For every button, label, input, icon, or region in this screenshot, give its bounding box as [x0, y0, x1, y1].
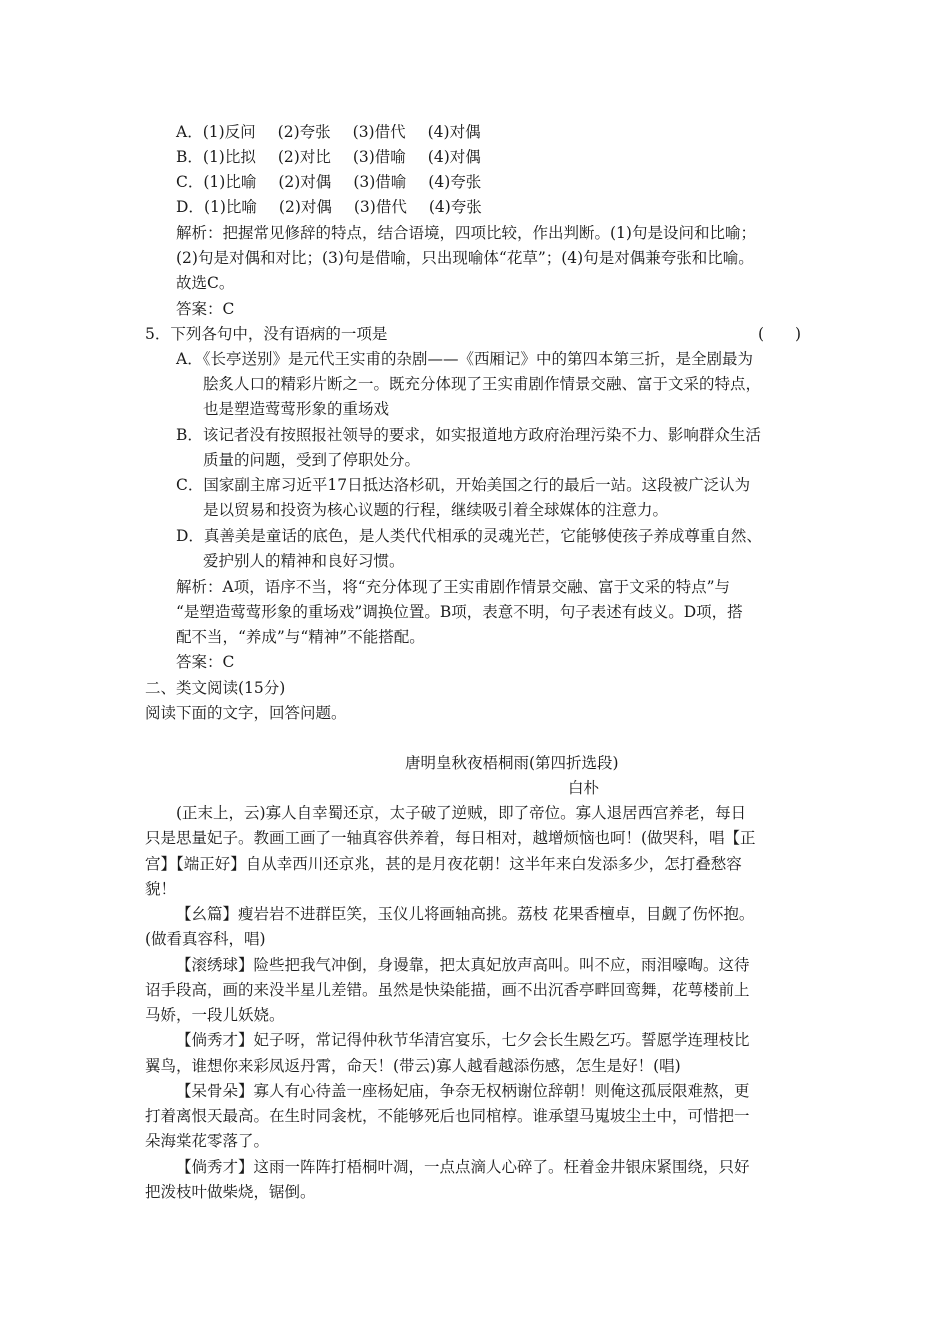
q4-analysis-line: (2)句是对偶和对比；(3)句是借喻，只出现喻体“花草”；(4)句是对偶兼夸张和比喻。: [176, 249, 754, 267]
q5-option-a-line: 也是塑造莺莺形象的重场戏: [203, 400, 390, 418]
q4-option-b: B．(1)比拟 (2)对比 (3)借喻 (4)对偶: [176, 148, 481, 166]
q5-answer: 答案：C: [176, 653, 235, 671]
q5-option-b-line: B．该记者没有按照报社领导的要求，如实报道地方政府治理污染不力、影响群众生活: [176, 426, 761, 444]
q4-option-a: A．(1)反问 (2)夸张 (3)借代 (4)对偶: [176, 123, 481, 141]
q5-analysis-line: 解析：A项，语序不当，将“充分体现了王实甫剧作情景交融、富于文采的特点”与: [176, 578, 731, 596]
passage-line: 宫】【端正好】自从幸西川还京兆，甚的是月夜花朝！这半年来白发添多少，怎打叠愁容: [145, 855, 742, 873]
passage-line: 打着离恨天最高。在生时同衾枕，不能够死后也同棺椁。谁承望马嵬坡尘土中，可惜把一: [145, 1107, 750, 1125]
passage-line: 【滚绣球】险些把我气冲倒，身谩靠，把太真妃放声高叫。叫不应，雨泪嚎啕。这待: [176, 956, 750, 974]
q4-option-d: D．(1)比喻 (2)对偶 (3)借代 (4)夸张: [176, 198, 482, 216]
q5-stem: 5．下列各句中，没有语病的一项是: [145, 325, 388, 343]
passage-line: 只是思量妃子。教画工画了一轴真容供养着，每日相对，越增烦恼也呵！(做哭科，唱【正: [145, 829, 756, 847]
section-heading: 二、类文阅读(15分): [145, 679, 286, 697]
passage-line: 朵海棠花零落了。: [145, 1132, 270, 1150]
q5-option-a-line: 脍炙人口的精彩片断之一。既充分体现了王实甫剧作情景交融、富于文采的特点，: [203, 375, 762, 393]
passage-line: 【幺篇】瘦岩岩不进群臣笑，玉仪儿将画轴高挑。荔枝 花果香檀卓，目觑了伤怀抱。: [176, 905, 755, 923]
q5-option-c-line: 是以贸易和投资为核心议题的行程，继续吸引着全球媒体的注意力。: [203, 501, 669, 519]
q5-analysis-line: 配不当，“养成”与“精神”不能搭配。: [176, 628, 425, 646]
passage-line: 翼鸟，谁想你来彩凤返丹霄，命天！(带云)寡人越看越添伤感，怎生是好！(唱): [145, 1057, 681, 1075]
passage-line: (正末上，云)寡人自幸蜀还京，太子破了逆贼，即了帝位。寡人退居西宫养老，每日: [176, 804, 747, 822]
q4-option-c: C．(1)比喻 (2)对偶 (3)借喻 (4)夸张: [176, 173, 482, 191]
passage-line: 【倘秀才】这雨一阵阵打梧桐叶凋，一点点滴人心碎了。枉着金井银床紧围绕，只好: [176, 1158, 750, 1176]
q5-option-c-line: C．国家副主席习近平17日抵达洛杉矶，开始美国之行的最后一站。这段被广泛认为: [176, 476, 751, 494]
passage-line: (做看真容科，唱): [145, 930, 266, 948]
passage-author: 白朴: [568, 779, 600, 797]
passage-line: 马娇，一段儿妖娆。: [145, 1006, 285, 1024]
q5-option-b-line: 质量的问题，受到了停职处分。: [203, 451, 421, 469]
section-instruction: 阅读下面的文字，回答问题。: [145, 704, 347, 722]
passage-line: 【倘秀才】妃子呀，常记得仲秋节华清宫宴乐，七夕会长生殿乞巧。誓愿学连理枝比: [176, 1031, 750, 1049]
q4-answer: 答案：C: [176, 300, 235, 318]
q5-option-a-line: A．《长亭送别》是元代王实甫的杂剧——《西厢记》中的第四本第三折，是全剧最为: [176, 350, 753, 368]
q5-option-d-line: D．真善美是童话的底色，是人类代代相承的灵魂光芒，它能够使孩子养成尊重自然、: [176, 527, 762, 545]
passage-line: 【呆骨朵】寡人有心待盖一座杨妃庙，争奈无权柄谢位辞朝！则俺这孤辰限难熬，更: [176, 1082, 750, 1100]
passage-title: 唐明皇秋夜梧桐雨(第四折选段): [405, 754, 619, 772]
q5-analysis-line: “是塑造莺莺形象的重场戏”调换位置。B项，表意不明，句子表述有歧义。D项，搭: [176, 603, 743, 621]
passage-line: 貌！: [145, 880, 177, 898]
passage-line: 把泼枝叶做柴烧，锯倒。: [145, 1183, 316, 1201]
q4-analysis-line: 解析：把握常见修辞的特点，结合语境，四项比较，作出判断。(1)句是设问和比喻；: [176, 224, 756, 242]
q5-answer-blank: ( ): [758, 325, 802, 343]
q5-option-d-line: 爱护别人的精神和良好习惯。: [203, 552, 405, 570]
q4-analysis-line: 故选C。: [176, 274, 235, 292]
passage-line: 诏手段高，画的来没半星儿差错。虽然是快染能描，画不出沉香亭畔回鸾舞，花萼楼前上: [145, 981, 750, 999]
